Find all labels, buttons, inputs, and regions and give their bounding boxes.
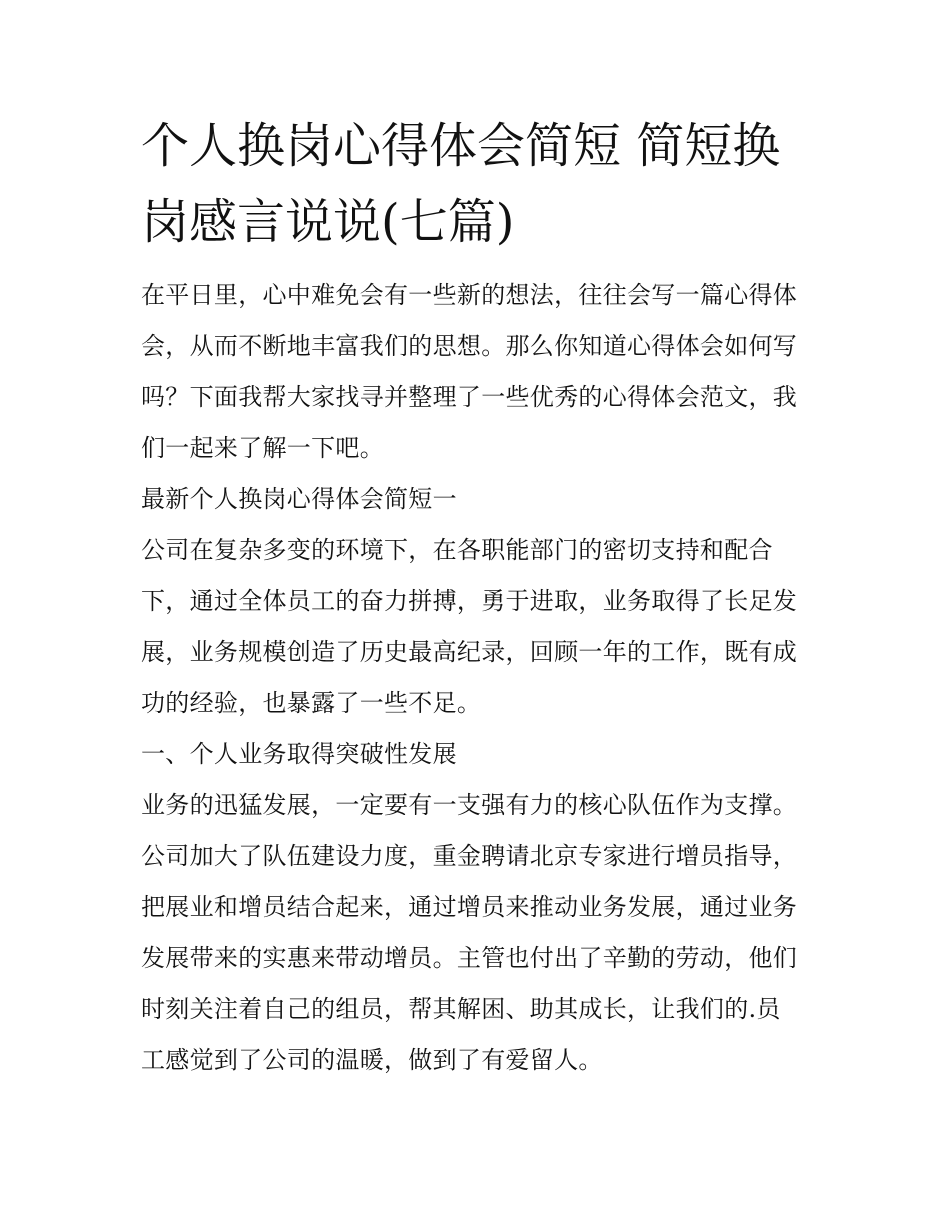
section-heading-line: 最新个人换岗心得体会简短一 [141, 485, 457, 513]
document-body [141, 270, 813, 1086]
paragraph-line: 会，从而不断地丰富我们的思想。那么你知道心得体会如何写 [141, 332, 798, 360]
paragraph-line: 公司在复杂多变的环境下，在各职能部门的密切支持和配合 [141, 536, 773, 564]
paragraph-line: 公司加大了队伍建设力度，重金聘请北京专家进行增员指导， [141, 842, 798, 870]
document-content [141, 108, 813, 1086]
paragraph-line: 发展带来的实惠来带动增员。主管也付出了辛勤的劳动，他们 [141, 944, 798, 972]
paragraph-line: 在平日里，心中难免会有一些新的想法，往往会写一篇心得体 [141, 281, 798, 309]
paragraph-line: 把展业和增员结合起来，通过增员来推动业务发展，通过业务 [141, 893, 798, 921]
paragraph-line: 功的经验，也暴露了一些不足。 [141, 689, 482, 717]
title-line: 岗感言说说(七篇) [141, 194, 515, 250]
document-title [141, 108, 813, 260]
paragraph-line: 吗？下面我帮大家找寻并整理了一些优秀的心得体会范文，我 [141, 383, 798, 411]
paragraph-line: 时刻关注着自己的组员，帮其解困、助其成长，让我们的.员 [141, 995, 781, 1023]
paragraph-line: 工感觉到了公司的温暖，做到了有爱留人。 [141, 1046, 603, 1074]
paragraph-line: 业务的迅猛发展，一定要有一支强有力的核心队伍作为支撑。 [141, 791, 798, 819]
paragraph-line: 下，通过全体员工的奋力拼搏，勇于进取，业务取得了长足发 [141, 587, 798, 615]
paragraph-line: 展，业务规模创造了历史最高纪录，回顾一年的工作，既有成 [141, 638, 798, 666]
section-heading-line: 一、个人业务取得突破性发展 [141, 740, 457, 768]
title-line: 个人换岗心得体会简短 简短换 [141, 118, 781, 174]
paragraph-line: 们一起来了解一下吧。 [141, 434, 384, 462]
